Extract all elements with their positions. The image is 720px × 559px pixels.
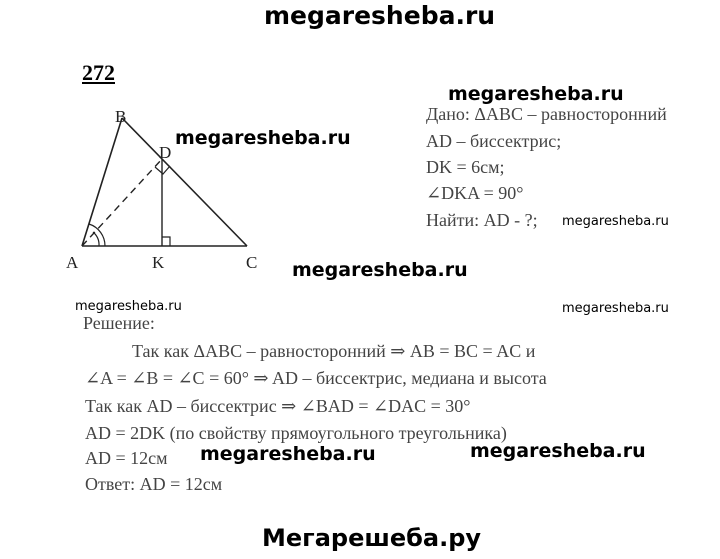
given-line-2: AD – биссектрис; <box>426 131 562 151</box>
watermark-small-right: megaresheba.ru <box>562 301 669 316</box>
given-line-4: ∠DKA = 90° <box>426 183 524 203</box>
label-d: D <box>159 143 172 162</box>
watermark-middle: megaresheba.ru <box>292 259 468 281</box>
solution-line-2: ∠A = ∠B = ∠C = 60° ⇒ AD – биссектрис, медиана и высота <box>85 368 547 388</box>
label-a: A <box>66 253 79 270</box>
side-ab <box>82 118 122 246</box>
watermark-small-find: megaresheba.ru <box>562 214 669 229</box>
label-b: B <box>115 107 127 126</box>
solution-line-6: Ответ: AD = 12см <box>85 474 223 494</box>
given-line-3: DK = 6см; <box>426 157 505 177</box>
problem-number: 272 <box>82 60 115 85</box>
watermark-figure: megaresheba.ru <box>175 127 351 149</box>
right-angle-k <box>162 237 170 246</box>
header-site-title: megaresheba.ru <box>264 1 496 30</box>
watermark-given: megaresheba.ru <box>448 83 624 105</box>
given-line-1: Дано: ΔABC – равносторонний <box>426 104 667 124</box>
watermark-small-left: megaresheba.ru <box>75 299 182 314</box>
label-c: C <box>246 253 258 270</box>
solution-line-4: AD = 2DK (по свойству прямоугольного треугольника) <box>85 423 507 443</box>
triangle-figure <box>60 100 350 270</box>
solution-line-1: Так как ΔABC – равносторонний ⇒ AB = BC = AC и <box>132 341 536 361</box>
solution-heading: Решение: <box>83 313 155 333</box>
watermark-solution-left: megaresheba.ru <box>200 443 376 465</box>
watermark-solution-right: megaresheba.ru <box>470 440 646 462</box>
solution-line-5: AD = 12см <box>85 448 168 468</box>
label-k: K <box>152 253 165 270</box>
given-line-5: Найти: AD - ?; <box>426 210 538 230</box>
angle-arc-a-inner <box>93 232 99 246</box>
footer-site-title: Мегарешеба.ру <box>262 524 482 552</box>
solution-line-3: Так как AD – биссектрис ⇒ ∠BAD = ∠DAC = 30° <box>85 396 471 416</box>
